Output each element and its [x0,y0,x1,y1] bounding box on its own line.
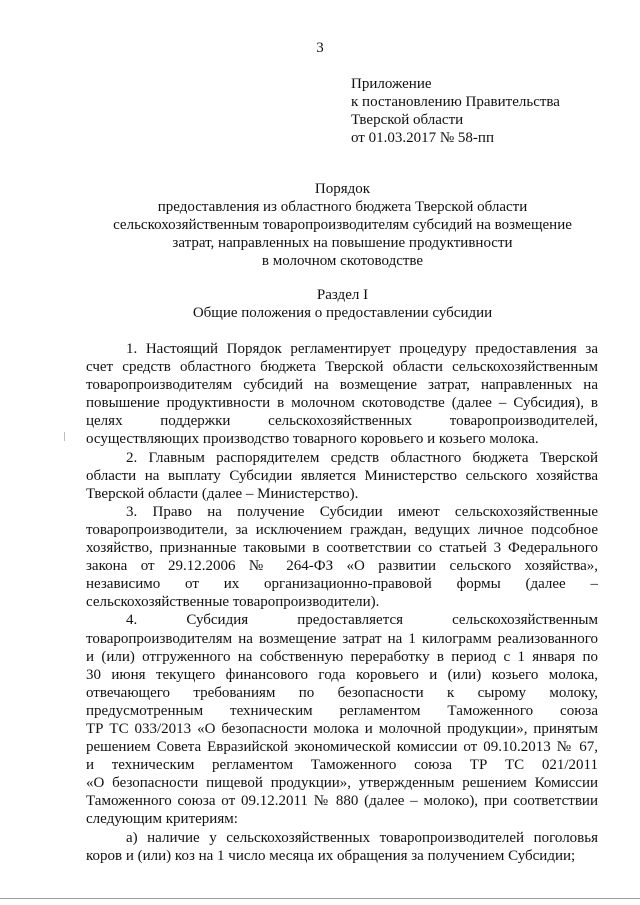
paragraph-line: 2. Главным распорядителем средств областного бюджета Тверской [126,449,598,466]
appendix-line: Приложение [351,76,432,92]
paragraph-line: области на выплату Субсидии является Министерство сельского хозяйства [86,467,598,484]
paragraph-line: 4. Субсидия предоставляется сельскохозяйственным [126,612,598,629]
appendix-header [351,75,560,147]
paragraph-line: и техническим регламентом Таможенного союза ТР ТС 021/2011 [86,757,598,774]
paragraph-line: 30 июня текущего финансового года коровьего и (или) козьего молока, [86,666,598,683]
section-number: Раздел I [316,287,369,303]
appendix-line: Тверской области [351,112,464,128]
paragraph-line: решением Совета Евразийской экономической комиссии от 09.10.2013 № 67, [86,739,598,756]
title-line: в молочном скотоводстве [261,253,424,269]
paragraph-line: предусмотренным техническим регламентом Таможенного союза [86,702,598,719]
paragraph-line: отвечающего требованиям по безопасности к сырому молоку, [86,684,598,701]
paragraph-line: повышение продуктивности в молочном скотоводстве (далее – Субсидия), в [86,395,598,412]
paragraph-line: счет средств областного бюджета Тверской области сельскохозяйственным [86,359,598,376]
paragraph-line: товаропроизводителям на возмещение затрат на 1 килограмм реализованного [86,630,598,647]
paragraph-line: закона от 29.12.2006 № 264-ФЗ «О развитии сельского хозяйства», [86,558,598,575]
document-body [86,340,598,865]
paragraph-line: коров и (или) коз на 1 число месяца их обращения за получением Субсидии; [86,847,576,864]
paragraph-line: и (или) отгруженного на собственную переработку в период с 1 января по [86,648,598,665]
page-number: 3 [316,40,324,56]
paragraph-line: 1. Настоящий Порядок регламентирует процедуру предоставления за [126,341,598,357]
section-title: Общие положения о предоставлении субсидии [192,305,493,321]
title-line: предоставления из областного бюджета Тверской области [157,199,528,215]
paragraph-line: осуществляющих производство товарного коровьего и козьего молока. [86,431,539,448]
paragraph-line: Таможенного союза от 09.12.2011 № 880 (далее – молоко), при соответствии [86,793,598,810]
document-title [60,180,625,270]
paragraph-line: ТР ТС 033/2013 «О безопасности молока и молочной продукции», принятым [86,720,598,737]
paragraph-line: хозяйство, признанные таковыми в соответствии со статьей 3 Федерального [86,540,598,557]
paragraph-line: товаропроизводители, за исключением граждан, ведущих личное подсобное [86,521,598,538]
paragraph-line: Тверской области (далее – Министерство). [86,485,359,502]
page-bottom-rule [0,898,640,899]
paragraph-line: целях поддержки сельскохозяйственных товаропроизводителей, [86,413,598,430]
title-line: затрат, направленных на повышение продуктивности [172,235,513,251]
paragraph-line: «О безопасности пищевой продукции», утвержденным решением Комиссии [86,775,598,792]
paragraph-line: сельскохозяйственные товаропроизводители). [86,594,380,611]
paragraph-line: независимо от их организационно-правовой формы (далее – [86,576,598,593]
appendix-line: к постановлению Правительства [351,94,560,110]
paragraph-line: следующим критериям: [86,811,238,828]
title-heading: Порядок [314,181,371,197]
section-heading [60,286,625,322]
paragraph-line: 3. Право на получение Субсидии имеют сельскохозяйственные [126,503,598,520]
title-line: сельскохозяйственным товаропроизводителям субсидий на возмещение [113,217,572,233]
appendix-line: от 01.03.2017 № 58-пп [351,130,494,146]
paragraph-line: товаропроизводителям субсидий на возмещение затрат, направленных на [86,377,598,394]
margin-mark [64,432,65,441]
paragraph-line: а) наличие у сельскохозяйственных товаропроизводителей поголовья [126,829,598,846]
